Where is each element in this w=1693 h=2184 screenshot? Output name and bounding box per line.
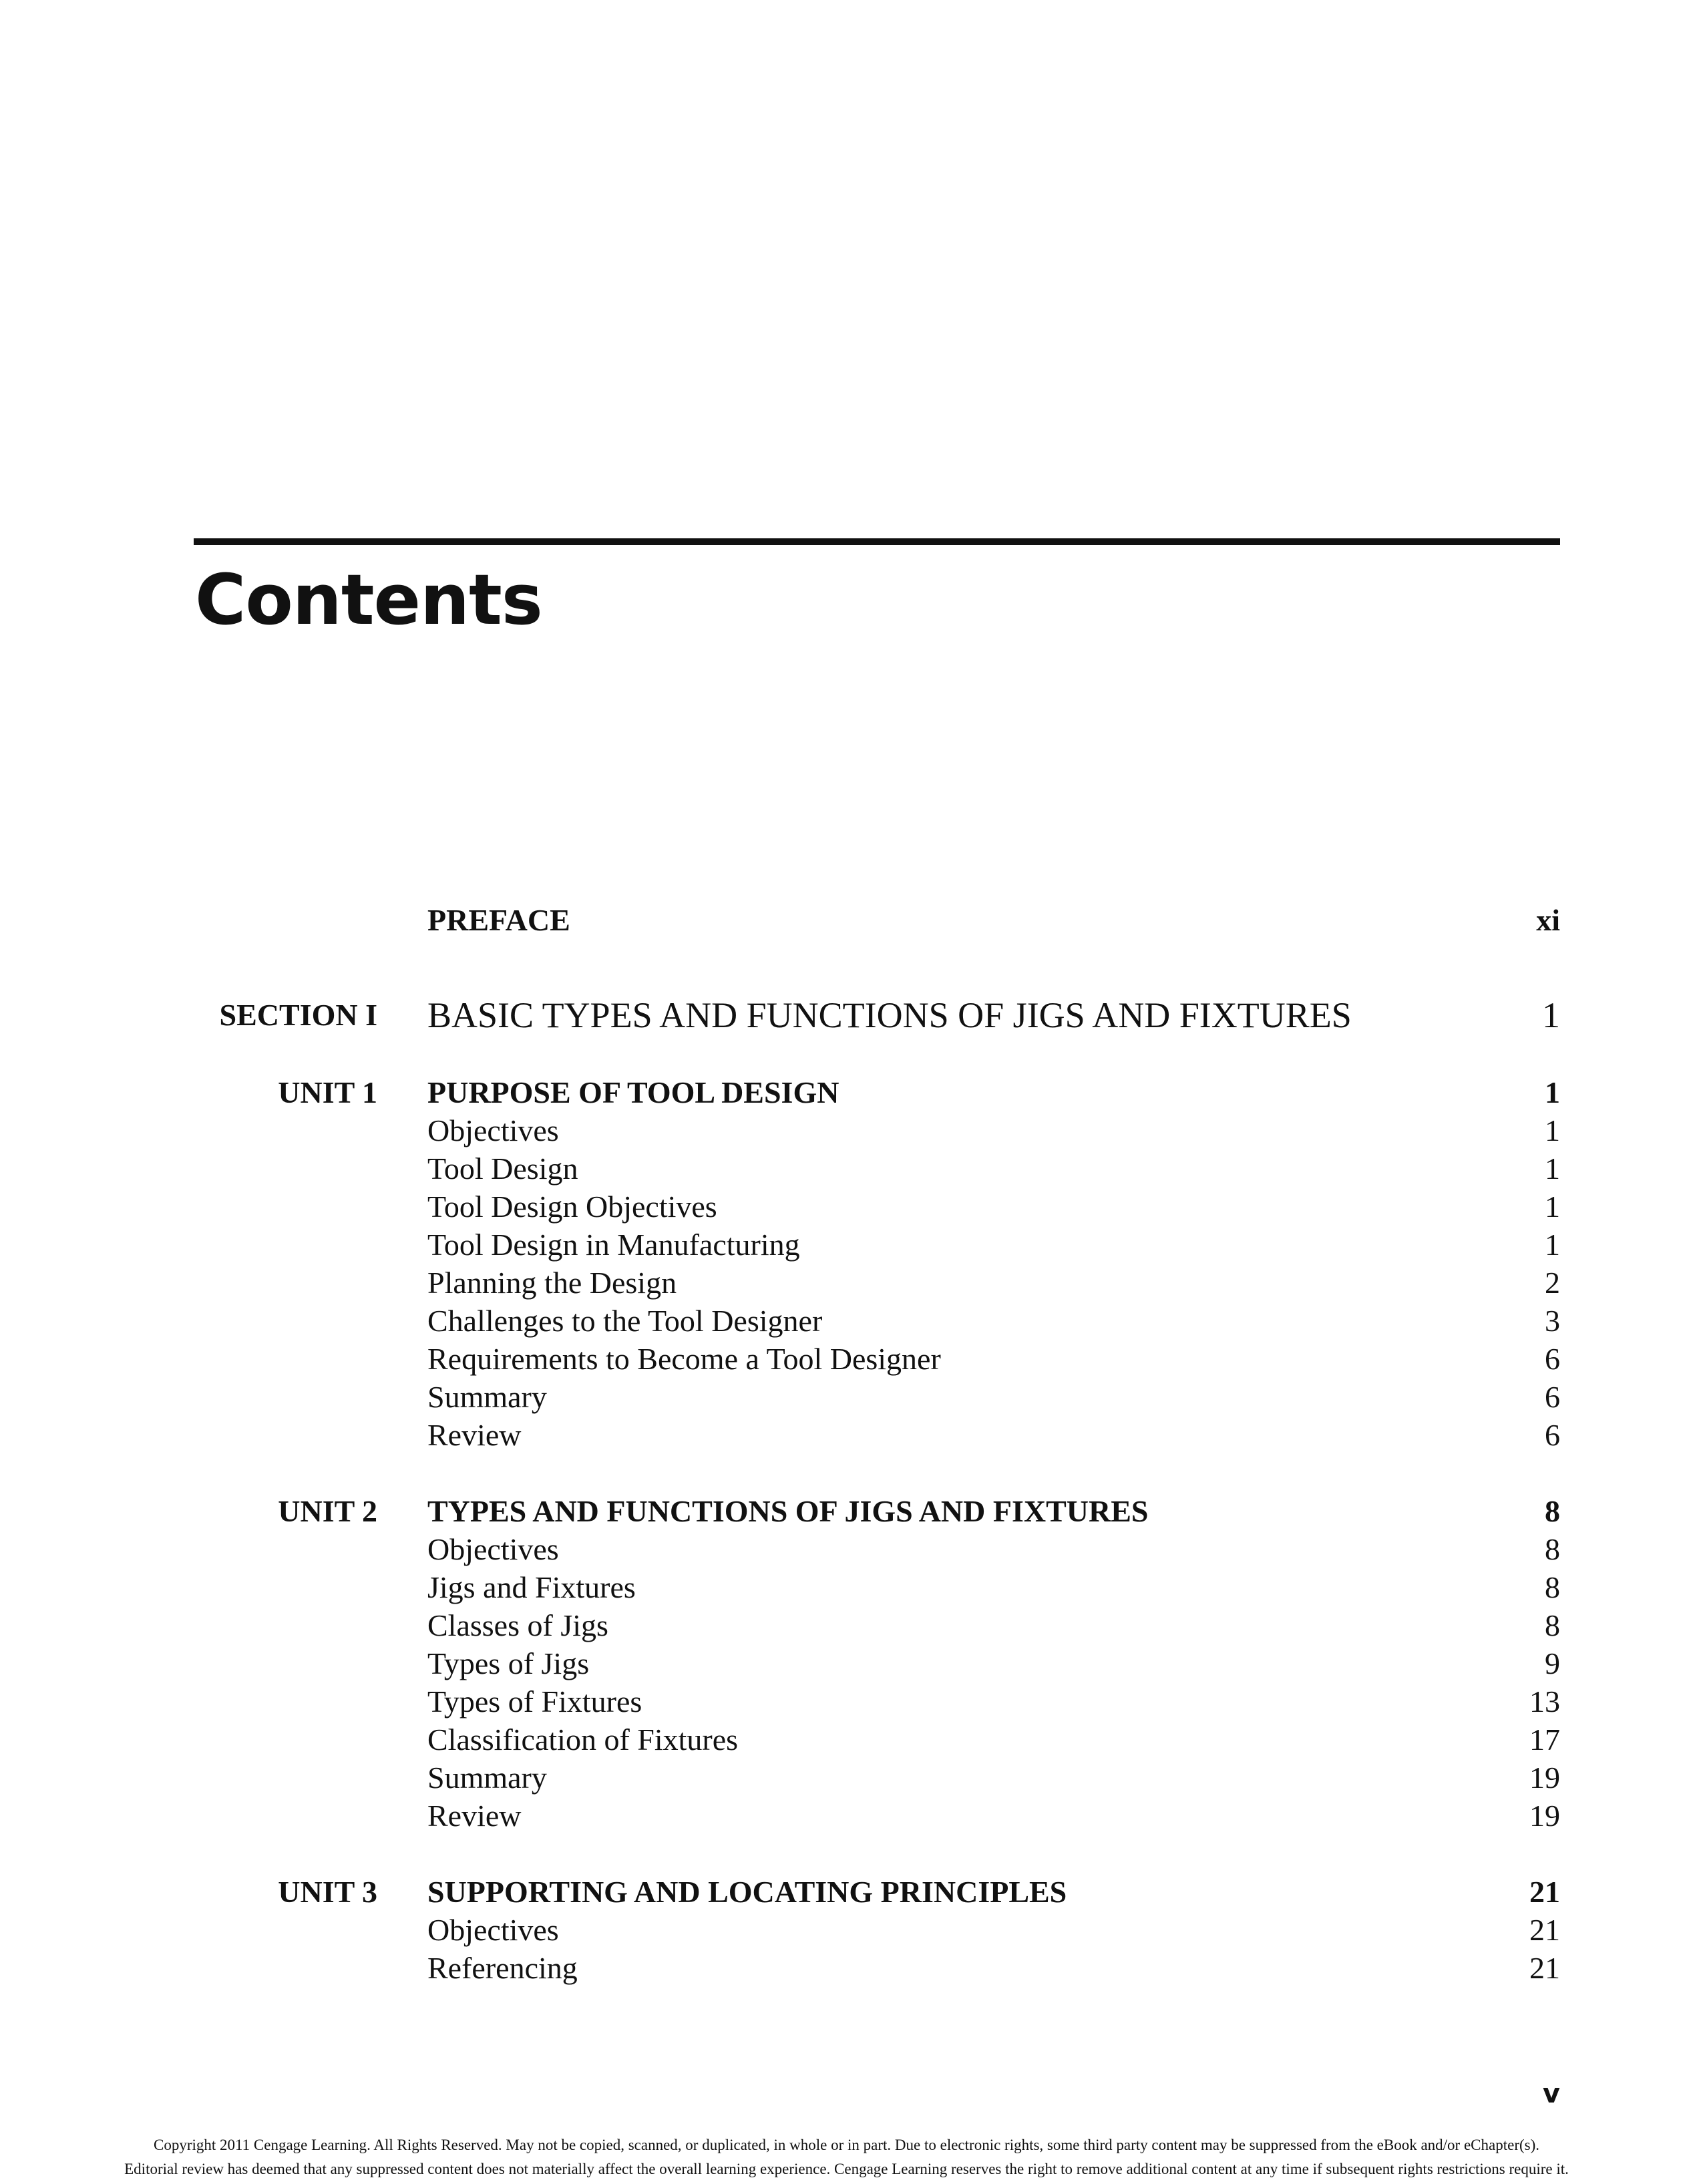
toc-entry-page: 17 <box>1529 1722 1560 1757</box>
toc-entry-page: 8 <box>1545 1532 1560 1566</box>
toc-entry-page: 8 <box>1545 1608 1560 1642</box>
toc-entry-page: 21 <box>1529 1951 1560 1985</box>
toc-entry-title: BASIC TYPES AND FUNCTIONS OF JIGS AND FIXTURES <box>427 995 1352 1035</box>
toc-entry-page: 6 <box>1545 1418 1560 1452</box>
toc-entry-title: Objectives <box>427 1532 559 1566</box>
toc-entry-label: UNIT 3 <box>278 1875 377 1909</box>
toc-entry-page: 8 <box>1545 1494 1560 1528</box>
toc-entry-title: Planning the Design <box>427 1266 677 1300</box>
toc-entry-title: PREFACE <box>427 903 570 937</box>
toc-entry-title: Objectives <box>427 1113 559 1147</box>
toc-entry-label: UNIT 1 <box>278 1075 377 1109</box>
toc-entry-title: TYPES AND FUNCTIONS OF JIGS AND FIXTURES <box>427 1494 1149 1528</box>
page-number: v <box>1542 2078 1560 2109</box>
toc-entry <box>0 1263 1693 1303</box>
toc-entry <box>0 1339 1693 1379</box>
toc-entry-page: 19 <box>1529 1761 1560 1795</box>
toc-entry <box>0 1187 1693 1227</box>
toc-entry <box>0 1948 1693 1988</box>
toc-entry-page: 1 <box>1545 1228 1560 1262</box>
toc-entry <box>0 1796 1693 1836</box>
toc-entry <box>0 1301 1693 1341</box>
toc-entry <box>0 900 1693 940</box>
toc-entry <box>0 1758 1693 1798</box>
heading-rule <box>194 538 1560 545</box>
toc-entry-page: 21 <box>1529 1875 1560 1909</box>
toc-entry <box>0 1872 1693 1912</box>
toc-entry <box>0 1415 1693 1455</box>
toc-entry-title: Tool Design <box>427 1151 578 1186</box>
toc-entry-label: UNIT 2 <box>278 1494 377 1528</box>
toc-entry-page: 1 <box>1542 995 1560 1035</box>
toc-entry-title: Referencing <box>427 1951 578 1985</box>
toc-entry-page: 8 <box>1545 1570 1560 1604</box>
copyright-notice <box>0 2133 1693 2181</box>
toc-entry-title: Tool Design in Manufacturing <box>427 1228 800 1262</box>
toc-entry-title: Review <box>427 1418 522 1452</box>
toc-entry-title: Types of Fixtures <box>427 1684 642 1718</box>
toc-entry-title: Objectives <box>427 1913 559 1947</box>
toc-entry-page: 1 <box>1545 1113 1560 1147</box>
toc-entry-title: Requirements to Become a Tool Designer <box>427 1342 941 1376</box>
toc-entry-page: 21 <box>1529 1913 1560 1947</box>
toc-entry-page: 1 <box>1545 1075 1560 1109</box>
toc-entry-title: Review <box>427 1799 522 1833</box>
toc-entry <box>0 1529 1693 1570</box>
copyright-line-2: Editorial review has deemed that any suppressed content does not materially affect the overall learning experience. Cengage Learning reserves the right to remove additional content at any time if subsequent rights restrictions require it. <box>124 2161 1569 2177</box>
toc-entry <box>0 1377 1693 1417</box>
toc-entry <box>0 1491 1693 1531</box>
toc-entry-title: Summary <box>427 1380 547 1414</box>
toc-entry <box>0 1644 1693 1684</box>
toc-entry-page: 6 <box>1545 1380 1560 1414</box>
toc-entry <box>0 1111 1693 1151</box>
toc-entry <box>0 1149 1693 1189</box>
toc-entry-page: 3 <box>1545 1304 1560 1338</box>
toc-entry <box>0 1910 1693 1950</box>
toc-entry-title: PURPOSE OF TOOL DESIGN <box>427 1075 839 1109</box>
toc-entry <box>0 995 1693 1035</box>
toc-entry-title: Types of Jigs <box>427 1646 590 1680</box>
toc-entry <box>0 1073 1693 1113</box>
toc-entry-title: SUPPORTING AND LOCATING PRINCIPLES <box>427 1875 1067 1909</box>
toc-entry-page: 13 <box>1529 1684 1560 1718</box>
toc-entry-page: 19 <box>1529 1799 1560 1833</box>
toc-entry <box>0 1682 1693 1722</box>
toc-entry-title: Classes of Jigs <box>427 1608 608 1642</box>
toc-entry-label: SECTION I <box>219 998 377 1032</box>
toc-entry-title: Challenges to the Tool Designer <box>427 1304 823 1338</box>
toc-entry-page: 2 <box>1545 1266 1560 1300</box>
toc-entry-title: Jigs and Fixtures <box>427 1570 636 1604</box>
toc-entry-page: 1 <box>1545 1151 1560 1186</box>
toc-entry-page: xi <box>1536 903 1560 937</box>
toc-entry <box>0 1225 1693 1265</box>
page-title: Contents <box>195 559 542 641</box>
toc-entry <box>0 1568 1693 1608</box>
toc-entry-page: 6 <box>1545 1342 1560 1376</box>
toc-entry <box>0 1720 1693 1760</box>
toc-entry-title: Classification of Fixtures <box>427 1722 739 1757</box>
toc-entry-title: Tool Design Objectives <box>427 1190 717 1224</box>
toc-entry <box>0 1606 1693 1646</box>
toc-entry-title: Summary <box>427 1761 547 1795</box>
toc-entry-page: 1 <box>1545 1190 1560 1224</box>
toc-entry-page: 9 <box>1545 1646 1560 1680</box>
copyright-line-1: Copyright 2011 Cengage Learning. All Rights Reserved. May not be copied, scanned, or duplicated, in whole or in part. Due to electronic rights, some third party content may be suppressed from the eBook and/or eChapter(s). <box>153 2137 1540 2153</box>
